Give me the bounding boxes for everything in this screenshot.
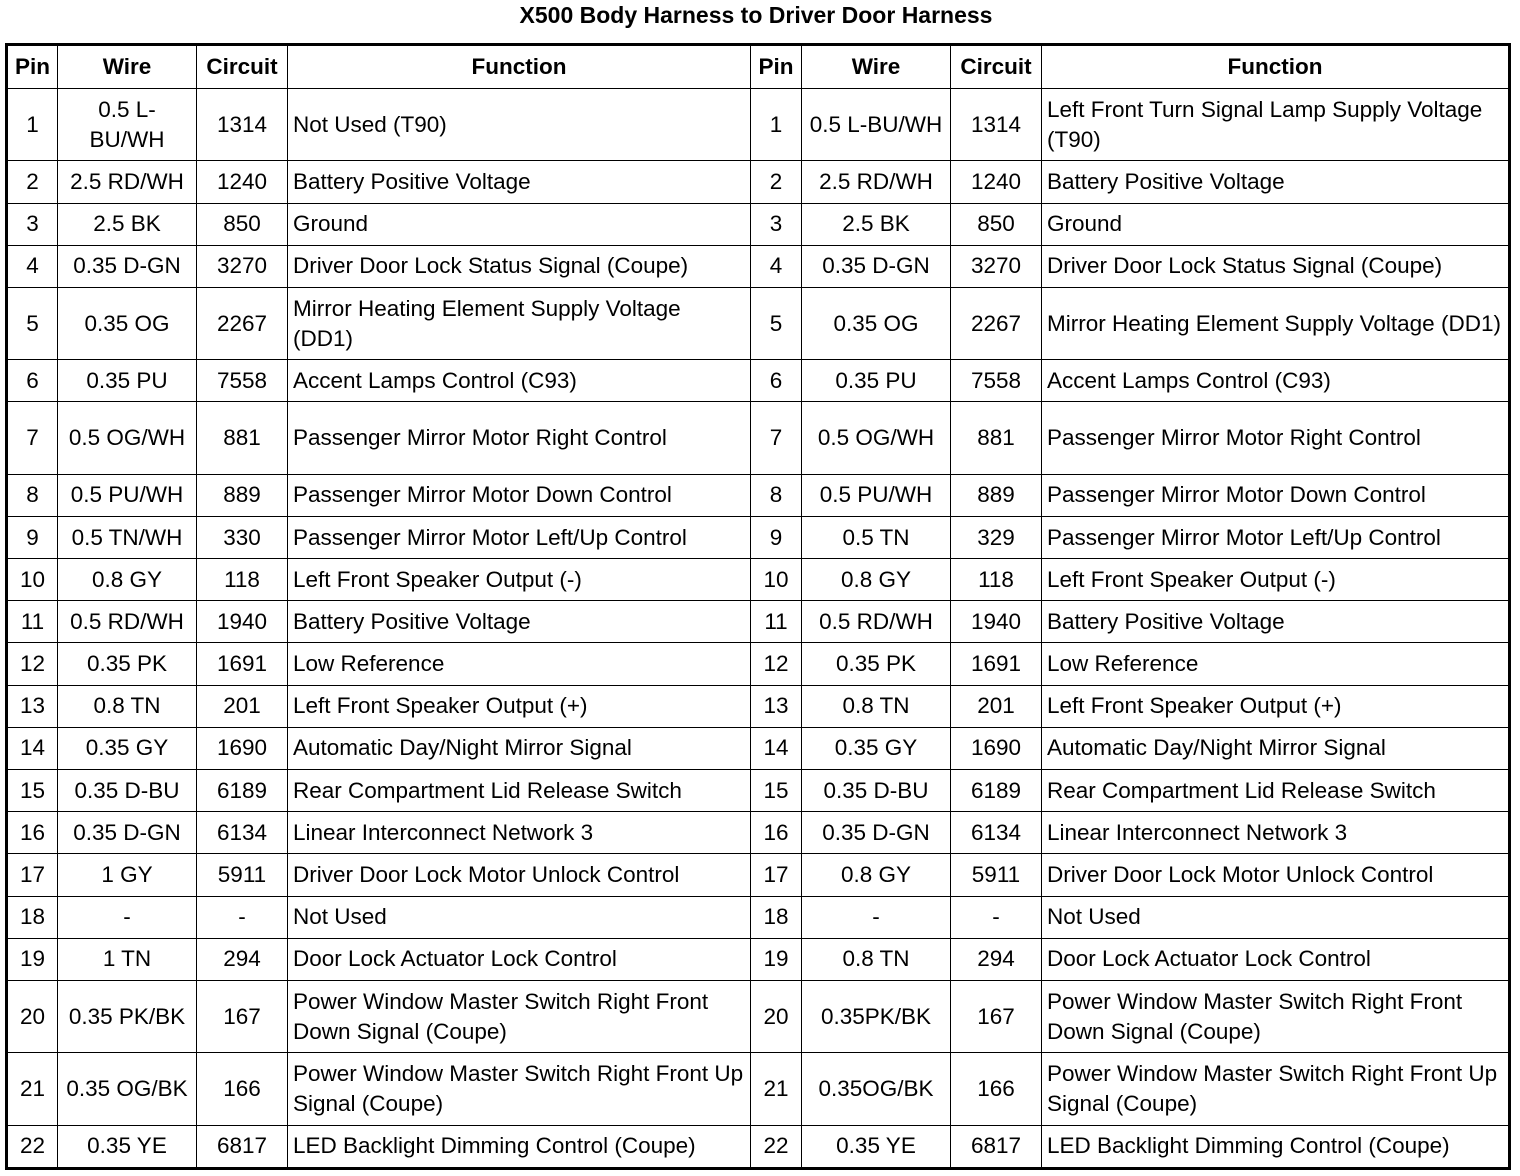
left-circuit-cell: 294 [197, 938, 288, 980]
left-circuit-cell: 6134 [197, 812, 288, 854]
left-wire-cell: 0.35 OG [58, 287, 197, 359]
table-row [7, 601, 1510, 643]
right-wire-cell: 0.8 TN [802, 938, 951, 980]
right-pin-cell: 13 [751, 685, 802, 727]
right-circuit-cell: 2267 [951, 287, 1042, 359]
left-circuit-cell: 118 [197, 559, 288, 601]
left-pin-cell: 21 [7, 1053, 58, 1125]
left-function-cell: Passenger Mirror Motor Down Control [288, 474, 751, 516]
left-pin-cell: 18 [7, 896, 58, 938]
right-wire-cell: 0.5 RD/WH [802, 601, 951, 643]
right-wire-cell: 0.35 PK [802, 643, 951, 685]
right-function-cell: Linear Interconnect Network 3 [1042, 812, 1510, 854]
header-circuit: Circuit [197, 45, 288, 89]
right-circuit-cell: 1691 [951, 643, 1042, 685]
header-pin: Pin [7, 45, 58, 89]
table-row [7, 980, 1510, 1052]
left-pin-cell: 4 [7, 245, 58, 287]
left-circuit-cell: - [197, 896, 288, 938]
left-circuit-cell: 6817 [197, 1125, 288, 1168]
left-wire-cell: 0.5 OG/WH [58, 402, 197, 474]
right-function-cell: Low Reference [1042, 643, 1510, 685]
left-function-cell: Low Reference [288, 643, 751, 685]
left-wire-cell: 0.35 GY [58, 727, 197, 769]
left-wire-cell: 0.35 OG/BK [58, 1053, 197, 1125]
left-wire-cell: 2.5 RD/WH [58, 161, 197, 203]
left-circuit-cell: 2267 [197, 287, 288, 359]
right-circuit-cell: 1314 [951, 89, 1042, 161]
right-pin-cell: 12 [751, 643, 802, 685]
left-function-cell: Not Used (T90) [288, 89, 751, 161]
right-pin-cell: 19 [751, 938, 802, 980]
left-circuit-cell: 6189 [197, 770, 288, 812]
left-circuit-cell: 166 [197, 1053, 288, 1125]
table-row [7, 245, 1510, 287]
right-circuit-cell: 6189 [951, 770, 1042, 812]
right-pin-cell: 9 [751, 516, 802, 558]
left-function-cell: Ground [288, 203, 751, 245]
left-function-cell: Automatic Day/Night Mirror Signal [288, 727, 751, 769]
left-wire-cell: 0.35 YE [58, 1125, 197, 1168]
right-function-cell: Door Lock Actuator Lock Control [1042, 938, 1510, 980]
right-function-cell: Passenger Mirror Motor Down Control [1042, 474, 1510, 516]
right-function-cell: Driver Door Lock Status Signal (Coupe) [1042, 245, 1510, 287]
left-pin-cell: 9 [7, 516, 58, 558]
left-wire-cell: 0.5 TN/WH [58, 516, 197, 558]
left-function-cell: Power Window Master Switch Right Front Up Signal (Coupe) [288, 1053, 751, 1125]
left-circuit-cell: 201 [197, 685, 288, 727]
right-function-cell: Automatic Day/Night Mirror Signal [1042, 727, 1510, 769]
left-pin-cell: 15 [7, 770, 58, 812]
right-function-cell: Ground [1042, 203, 1510, 245]
right-function-cell: Left Front Turn Signal Lamp Supply Voltage (T90) [1042, 89, 1510, 161]
header-pin: Pin [751, 45, 802, 89]
table-row [7, 559, 1510, 601]
left-function-cell: Mirror Heating Element Supply Voltage (DD1) [288, 287, 751, 359]
right-wire-cell: 0.5 TN [802, 516, 951, 558]
left-function-cell: Battery Positive Voltage [288, 601, 751, 643]
right-circuit-cell: 6134 [951, 812, 1042, 854]
right-circuit-cell: 889 [951, 474, 1042, 516]
table-row [7, 896, 1510, 938]
right-circuit-cell: 329 [951, 516, 1042, 558]
table-row [7, 516, 1510, 558]
document-title: X500 Body Harness to Driver Door Harness [519, 2, 993, 28]
right-pin-cell: 21 [751, 1053, 802, 1125]
left-pin-cell: 13 [7, 685, 58, 727]
right-circuit-cell: 881 [951, 402, 1042, 474]
left-wire-cell: 0.8 GY [58, 559, 197, 601]
right-pin-cell: 5 [751, 287, 802, 359]
left-wire-cell: 0.5 L-BU/WH [58, 89, 197, 161]
right-wire-cell: 0.5 PU/WH [802, 474, 951, 516]
right-function-cell: Left Front Speaker Output (-) [1042, 559, 1510, 601]
table-row [7, 402, 1510, 474]
left-pin-cell: 7 [7, 402, 58, 474]
left-wire-cell: 0.35 D-GN [58, 245, 197, 287]
right-pin-cell: 1 [751, 89, 802, 161]
left-circuit-cell: 1940 [197, 601, 288, 643]
right-function-cell: Driver Door Lock Motor Unlock Control [1042, 854, 1510, 896]
header-wire: Wire [58, 45, 197, 89]
right-function-cell: Left Front Speaker Output (+) [1042, 685, 1510, 727]
right-circuit-cell: 166 [951, 1053, 1042, 1125]
left-function-cell: Linear Interconnect Network 3 [288, 812, 751, 854]
left-circuit-cell: 850 [197, 203, 288, 245]
right-pin-cell: 6 [751, 360, 802, 402]
table-row [7, 1125, 1510, 1168]
right-function-cell: Mirror Heating Element Supply Voltage (DD1) [1042, 287, 1510, 359]
right-wire-cell: 0.35OG/BK [802, 1053, 951, 1125]
table-row [7, 474, 1510, 516]
table-row [7, 1053, 1510, 1125]
right-circuit-cell: 1240 [951, 161, 1042, 203]
left-circuit-cell: 1240 [197, 161, 288, 203]
right-circuit-cell: 3270 [951, 245, 1042, 287]
left-wire-cell: 0.35 PU [58, 360, 197, 402]
header-row [7, 45, 1510, 89]
table-row [7, 643, 1510, 685]
left-wire-cell: 0.8 TN [58, 685, 197, 727]
right-pin-cell: 20 [751, 980, 802, 1052]
right-circuit-cell: 294 [951, 938, 1042, 980]
table-row [7, 203, 1510, 245]
header-circuit: Circuit [951, 45, 1042, 89]
right-pin-cell: 8 [751, 474, 802, 516]
left-pin-cell: 2 [7, 161, 58, 203]
right-wire-cell: 2.5 RD/WH [802, 161, 951, 203]
left-pin-cell: 11 [7, 601, 58, 643]
left-wire-cell: 0.35 D-BU [58, 770, 197, 812]
left-pin-cell: 14 [7, 727, 58, 769]
right-circuit-cell: 850 [951, 203, 1042, 245]
right-function-cell: Battery Positive Voltage [1042, 161, 1510, 203]
right-function-cell: Accent Lamps Control (C93) [1042, 360, 1510, 402]
right-function-cell: Passenger Mirror Motor Right Control [1042, 402, 1510, 474]
right-circuit-cell: 1940 [951, 601, 1042, 643]
left-function-cell: Left Front Speaker Output (-) [288, 559, 751, 601]
left-pin-cell: 1 [7, 89, 58, 161]
left-pin-cell: 17 [7, 854, 58, 896]
right-function-cell: Battery Positive Voltage [1042, 601, 1510, 643]
left-circuit-cell: 889 [197, 474, 288, 516]
right-function-cell: Not Used [1042, 896, 1510, 938]
left-pin-cell: 8 [7, 474, 58, 516]
right-wire-cell: 0.35 YE [802, 1125, 951, 1168]
right-pin-cell: 14 [751, 727, 802, 769]
right-circuit-cell: 6817 [951, 1125, 1042, 1168]
right-wire-cell: - [802, 896, 951, 938]
right-circuit-cell: 201 [951, 685, 1042, 727]
left-function-cell: Door Lock Actuator Lock Control [288, 938, 751, 980]
left-circuit-cell: 1690 [197, 727, 288, 769]
right-wire-cell: 0.8 GY [802, 854, 951, 896]
right-pin-cell: 11 [751, 601, 802, 643]
table-body [7, 89, 1510, 1169]
left-pin-cell: 12 [7, 643, 58, 685]
right-pin-cell: 17 [751, 854, 802, 896]
right-function-cell: LED Backlight Dimming Control (Coupe) [1042, 1125, 1510, 1168]
right-pin-cell: 18 [751, 896, 802, 938]
right-pin-cell: 15 [751, 770, 802, 812]
right-pin-cell: 7 [751, 402, 802, 474]
left-pin-cell: 6 [7, 360, 58, 402]
right-pin-cell: 16 [751, 812, 802, 854]
right-wire-cell: 0.35 D-BU [802, 770, 951, 812]
right-wire-cell: 0.35PK/BK [802, 980, 951, 1052]
left-pin-cell: 19 [7, 938, 58, 980]
right-pin-cell: 10 [751, 559, 802, 601]
left-function-cell: Accent Lamps Control (C93) [288, 360, 751, 402]
table-row [7, 854, 1510, 896]
left-function-cell: LED Backlight Dimming Control (Coupe) [288, 1125, 751, 1168]
right-function-cell: Power Window Master Switch Right Front Up Signal (Coupe) [1042, 1053, 1510, 1125]
left-pin-cell: 22 [7, 1125, 58, 1168]
header-function: Function [1042, 45, 1510, 89]
left-circuit-cell: 7558 [197, 360, 288, 402]
right-wire-cell: 0.5 OG/WH [802, 402, 951, 474]
table-row [7, 685, 1510, 727]
right-wire-cell: 2.5 BK [802, 203, 951, 245]
right-circuit-cell: 167 [951, 980, 1042, 1052]
left-function-cell: Driver Door Lock Motor Unlock Control [288, 854, 751, 896]
left-wire-cell: 1 TN [58, 938, 197, 980]
left-function-cell: Battery Positive Voltage [288, 161, 751, 203]
left-circuit-cell: 1691 [197, 643, 288, 685]
header-function: Function [288, 45, 751, 89]
right-wire-cell: 0.35 OG [802, 287, 951, 359]
left-function-cell: Passenger Mirror Motor Left/Up Control [288, 516, 751, 558]
right-circuit-cell: 5911 [951, 854, 1042, 896]
left-pin-cell: 16 [7, 812, 58, 854]
left-pin-cell: 10 [7, 559, 58, 601]
left-function-cell: Rear Compartment Lid Release Switch [288, 770, 751, 812]
harness-pinout-table [5, 43, 1511, 1170]
left-circuit-cell: 1314 [197, 89, 288, 161]
table-row [7, 89, 1510, 161]
header-wire: Wire [802, 45, 951, 89]
left-pin-cell: 20 [7, 980, 58, 1052]
right-pin-cell: 4 [751, 245, 802, 287]
right-pin-cell: 3 [751, 203, 802, 245]
left-circuit-cell: 330 [197, 516, 288, 558]
left-wire-cell: - [58, 896, 197, 938]
right-circuit-cell: 118 [951, 559, 1042, 601]
right-circuit-cell: 7558 [951, 360, 1042, 402]
left-circuit-cell: 881 [197, 402, 288, 474]
left-wire-cell: 2.5 BK [58, 203, 197, 245]
right-wire-cell: 0.35 GY [802, 727, 951, 769]
left-wire-cell: 0.5 RD/WH [58, 601, 197, 643]
right-wire-cell: 0.35 D-GN [802, 245, 951, 287]
left-wire-cell: 0.5 PU/WH [58, 474, 197, 516]
right-wire-cell: 0.35 D-GN [802, 812, 951, 854]
left-function-cell: Not Used [288, 896, 751, 938]
table-row [7, 360, 1510, 402]
left-function-cell: Passenger Mirror Motor Right Control [288, 402, 751, 474]
right-wire-cell: 0.8 TN [802, 685, 951, 727]
table-row [7, 161, 1510, 203]
table-row [7, 812, 1510, 854]
right-function-cell: Rear Compartment Lid Release Switch [1042, 770, 1510, 812]
table-row [7, 770, 1510, 812]
right-function-cell: Power Window Master Switch Right Front Down Signal (Coupe) [1042, 980, 1510, 1052]
left-circuit-cell: 3270 [197, 245, 288, 287]
left-function-cell: Left Front Speaker Output (+) [288, 685, 751, 727]
left-wire-cell: 0.35 PK [58, 643, 197, 685]
left-function-cell: Power Window Master Switch Right Front Down Signal (Coupe) [288, 980, 751, 1052]
table-row [7, 287, 1510, 359]
left-circuit-cell: 167 [197, 980, 288, 1052]
right-pin-cell: 2 [751, 161, 802, 203]
right-wire-cell: 0.8 GY [802, 559, 951, 601]
table-row [7, 727, 1510, 769]
left-pin-cell: 5 [7, 287, 58, 359]
left-circuit-cell: 5911 [197, 854, 288, 896]
left-function-cell: Driver Door Lock Status Signal (Coupe) [288, 245, 751, 287]
right-pin-cell: 22 [751, 1125, 802, 1168]
left-pin-cell: 3 [7, 203, 58, 245]
table-row [7, 938, 1510, 980]
left-wire-cell: 0.35 D-GN [58, 812, 197, 854]
left-wire-cell: 1 GY [58, 854, 197, 896]
right-function-cell: Passenger Mirror Motor Left/Up Control [1042, 516, 1510, 558]
left-wire-cell: 0.35 PK/BK [58, 980, 197, 1052]
right-wire-cell: 0.35 PU [802, 360, 951, 402]
right-circuit-cell: - [951, 896, 1042, 938]
right-circuit-cell: 1690 [951, 727, 1042, 769]
right-wire-cell: 0.5 L-BU/WH [802, 89, 951, 161]
